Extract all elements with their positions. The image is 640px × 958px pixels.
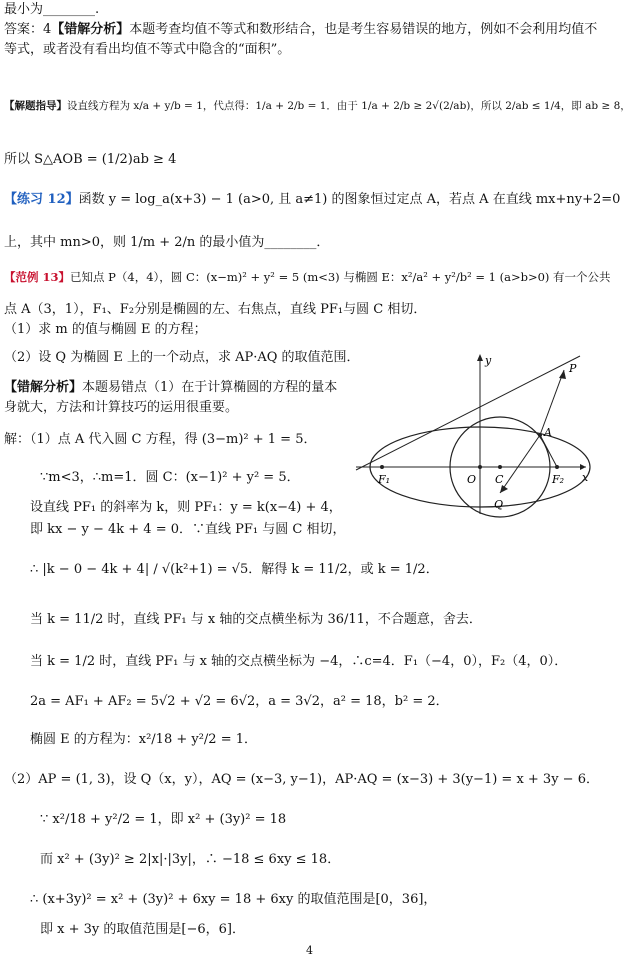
tangent-line-pf1	[356, 356, 580, 470]
label-o: O	[467, 473, 477, 486]
line-25: 而 x² + (3y)² ≥ 2|x|·|3y|，∴ −18 ≤ 6xy ≤ 18．	[40, 852, 341, 867]
line-27: 即 x + 3y 的取值范围是[−6，6]．	[40, 922, 245, 937]
point-o	[478, 465, 482, 469]
line-21: 2a = AF₁ + AF₂ = 5√2 + √2 = 6√2，a = 3√2，a² = 18，b² = 2．	[30, 694, 449, 709]
line-12: 【错解分析】本题易错点（1）在于计算椭圆的方程的量本	[4, 380, 338, 395]
line-11: （2）设 Q 为椭圆 E 上的一个动点，求 AP·AQ 的取值范围．	[4, 350, 360, 365]
x-axis-arrow	[580, 464, 586, 470]
label-p: P	[569, 362, 577, 375]
line-7: 上，其中 mn>0，则 1/m + 2/n 的最小值为________．	[4, 235, 330, 250]
line-17: 即 kx − y − 4k + 4 = 0．∵直线 PF₁ 与圆 C 相切，	[30, 522, 346, 537]
label-a: A	[544, 426, 552, 439]
line-18: ∴ |k − 0 − 4k + 4| / √(k²+1) = √5．解得 k = 11/2，或 k = 1/2．	[30, 562, 439, 577]
arrow-ap	[559, 370, 566, 379]
label-c: C	[495, 473, 504, 486]
line-3: 等式，或者没有看出均值不等式中隐含的“面积”。	[4, 42, 291, 57]
line-22: 椭圆 E 的方程为：x²/18 + y²/2 = 1．	[30, 732, 258, 747]
page-number: 4	[306, 944, 313, 957]
label-q: Q	[494, 498, 504, 511]
x-axis-label: x	[582, 471, 589, 484]
y-axis-label: y	[485, 354, 492, 367]
y-axis-arrow	[477, 354, 483, 361]
label-f1: F₁	[378, 473, 391, 486]
line-26: ∴ (x+3y)² = x² + (3y)² + 6xy = 18 + 6xy 的取值范围是[0，36]，	[30, 892, 437, 907]
line-9: 点 A（3，1），F₁、F₂分别是椭圆的左、右焦点，直线 PF₁与圆 C 相切．	[4, 302, 427, 317]
segment-f2a	[540, 435, 557, 467]
line-10: （1）求 m 的值与椭圆 E 的方程；	[4, 322, 207, 337]
line-19: 当 k = 11/2 时，直线 PF₁ 与 x 轴的交点横坐标为 36/11，不合题意，舍去．	[30, 612, 482, 627]
line-4: 【解题指导】设直线方程为 x/a + y/b = 1，代点得：1/a + 2/b = 1．由于 1/a + 2/b ≥ 2√(2/ab)，所以 2/ab ≤ 1/4，即 ab ≥ 8，	[4, 100, 631, 112]
line-20: 当 k = 1/2 时，直线 PF₁ 与 x 轴的交点横坐标为 −4，∴c=4．F₁（−4，0），F₂（4，0）．	[30, 654, 568, 669]
point-f2	[555, 465, 559, 469]
line-14: 解：（1）点 A 代入圆 C 方程，得 (3−m)² + 1 = 5．	[4, 432, 317, 447]
point-a	[538, 433, 542, 437]
line-15: ∵m<3，∴m=1．圆 C：(x−1)² + y² = 5．	[40, 470, 300, 485]
line-8: 【范例 13】已知点 P（4，4），圆 C：(x−m)² + y² = 5 (m<3) 与椭圆 E：x²/a² + y²/b² = 1 (a>b>0) 有一个公共	[4, 270, 611, 284]
line-24: ∵ x²/18 + y²/2 = 1，即 x² + (3y)² = 18	[40, 812, 287, 827]
point-f1	[380, 465, 384, 469]
line-23: （2）AP = (1, 3)，设 Q（x，y），AQ = (x−3, y−1)，AP·AQ = (x−3) + 3(y−1) = x + 3y − 6．	[4, 772, 599, 787]
line-13: 身就大，方法和计算技巧的运用很重要。	[4, 400, 239, 415]
point-c	[498, 465, 502, 469]
line-6: 【练习 12】函数 y = log_a(x+3) − 1 (a>0, 且 a≠1) 的图象恒过定点 A，若点 A 在直线 mx+ny+2=0	[4, 192, 621, 207]
line-16: 设直线 PF₁ 的斜率为 k，则 PF₁：y = k(x−4) + 4，	[30, 500, 342, 515]
line-1: 最小为________.	[4, 2, 100, 17]
geometry-figure	[352, 350, 592, 520]
line-2: 答案：4【错解分析】本题考查均值不等式和数形结合，也是考生容易错误的地方，例如不会利用均值不	[4, 22, 598, 37]
label-f2: F₂	[552, 473, 565, 486]
arrow-aq	[500, 485, 508, 493]
line-5: 所以 S△AOB = (1/2)ab ≥ 4	[4, 152, 177, 167]
segment-aq	[500, 435, 540, 493]
